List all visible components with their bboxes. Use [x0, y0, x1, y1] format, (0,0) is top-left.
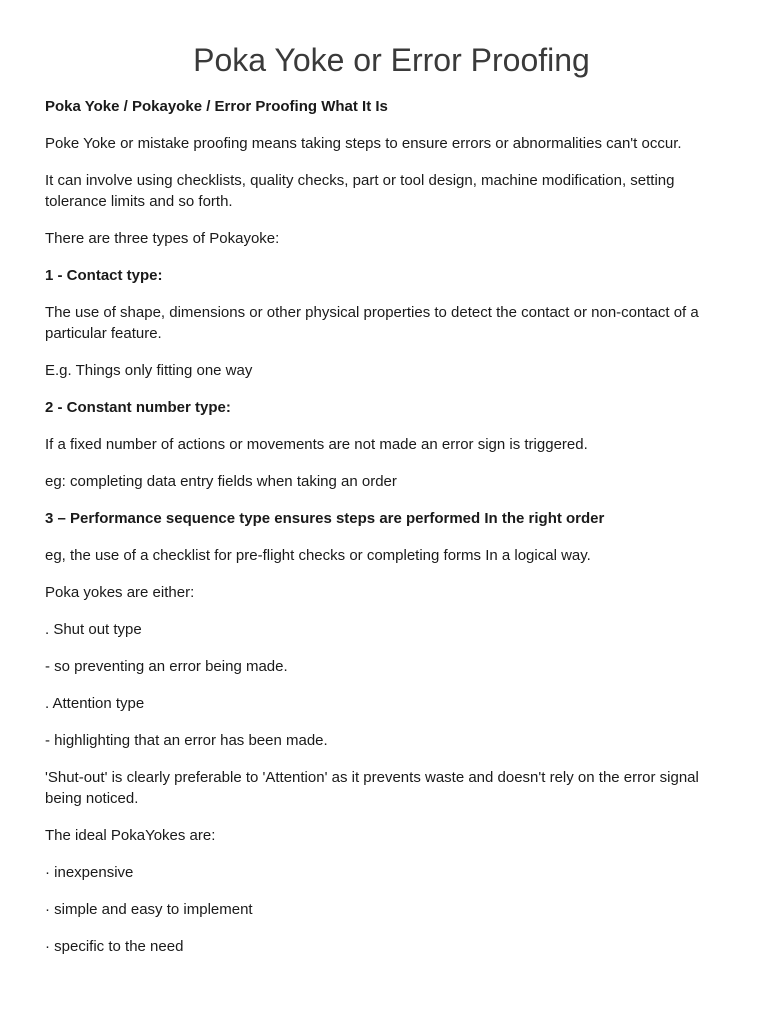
bullet-item: · specific to the need: [45, 938, 184, 955]
list-item: - highlighting that an error has been made.: [45, 732, 328, 749]
paragraph: If a fixed number of actions or movements are not made an error sign is triggered.: [45, 436, 588, 453]
paragraph: There are three types of Pokayoke:: [45, 230, 280, 247]
section-heading: Poka Yoke / Pokayoke / Error Proofing What It Is: [45, 98, 388, 115]
paragraph: 'Shut-out' is clearly preferable to 'Attention' as it prevents waste and doesn't rely on the error signal being noticed.: [45, 769, 699, 807]
bullet-item: · inexpensive: [45, 864, 134, 881]
type-heading-constant-number: 2 - Constant number type:: [45, 399, 231, 416]
document-title: Poka Yoke or Error Proofing: [193, 42, 590, 78]
paragraph: It can involve using checklists, quality checks, part or tool design, machine modification, setting tolerance limits and so forth.: [45, 172, 675, 210]
paragraph: eg, the use of a checklist for pre-flight checks or completing forms In a logical way.: [45, 547, 591, 564]
paragraph: eg: completing data entry fields when taking an order: [45, 473, 397, 490]
list-item: - so preventing an error being made.: [45, 658, 288, 675]
paragraph: Poka yokes are either:: [45, 584, 195, 601]
type-heading-performance-sequence: 3 – Performance sequence type ensures steps are performed In the right order: [45, 510, 605, 527]
paragraph: E.g. Things only fitting one way: [45, 362, 253, 379]
bullet-item: · simple and easy to implement: [45, 901, 253, 918]
list-item: . Shut out type: [45, 621, 142, 638]
type-heading-contact: 1 - Contact type:: [45, 267, 163, 284]
list-item: . Attention type: [45, 695, 145, 712]
paragraph: The ideal PokaYokes are:: [45, 827, 216, 844]
paragraph: The use of shape, dimensions or other physical properties to detect the contact or non-contact of a particular feature.: [45, 304, 699, 342]
paragraph: Poke Yoke or mistake proofing means taking steps to ensure errors or abnormalities can't occur.: [45, 135, 682, 152]
